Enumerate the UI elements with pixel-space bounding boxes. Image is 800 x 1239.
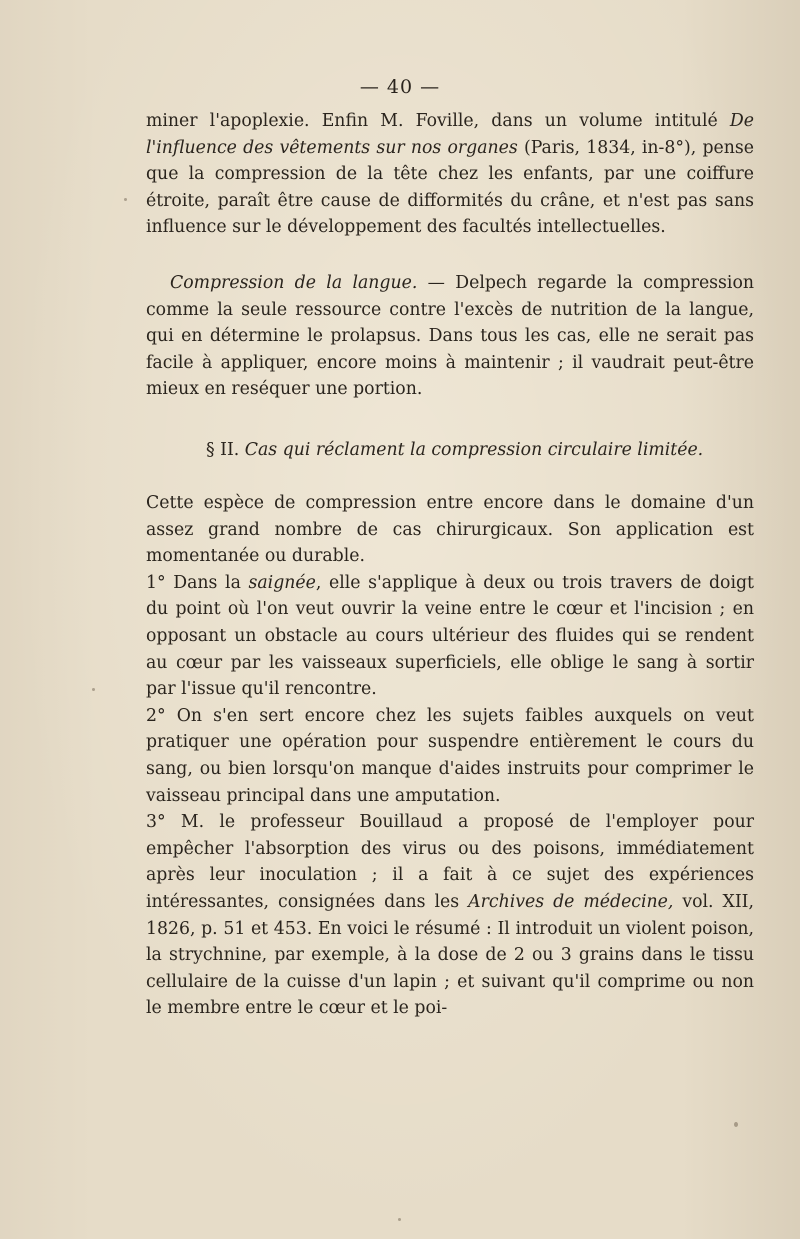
paragraph-langue <box>146 270 754 403</box>
text-run: — Delpech regarde la compression comme la seule ressource contre l'excès de nutrition de la langue, qui en détermine le prolapsus. Dans tous les cas, elle ne serait pas facile à appliquer, encore moins à maintenir ; il vaudrait peut-être mieux en reséquer une portion. <box>146 273 754 400</box>
paper-speck <box>124 198 127 201</box>
text-run: miner l'apoplexie. Enfin M. Foville, dans un volume intitulé <box>146 111 730 131</box>
journal-title: Archives de médecine, <box>468 891 674 912</box>
paper-speck <box>92 688 95 691</box>
paragraph-intro: Cette espèce de compression entre encore dans le domaine d'un assez grand nombre de cas chirurgicaux. Son application est momentanée ou durable. <box>146 493 754 567</box>
section-label: Compression de la langue. <box>170 273 418 293</box>
paragraph-saignee <box>146 570 754 703</box>
section-title: Cas qui réclament la compression circulaire limitée. <box>244 440 704 460</box>
paper-speck <box>734 1122 738 1127</box>
paragraph-foville <box>146 108 754 241</box>
text-run: 3° M. le professeur Bouillaud a proposé de l'employer pour empêcher l'absorption des virus ou des poisons, immédiatement après leur inoculation ; il a fait à ce sujet des expériences intéressantes, consignées dans les <box>146 812 754 912</box>
paper-speck <box>398 1218 401 1221</box>
text-run: 1° Dans la <box>146 572 249 593</box>
text-run: (Paris, 1834, in-8°), pense que la compression de la tête chez les enfants, par une coiffure étroite, paraît être cause de difformités du crâne, et n'est pas sans influence sur le développement des facultés intellectuelles. <box>146 137 754 238</box>
book-title: De l'influence des vêtements sur nos organes <box>146 111 754 158</box>
paragraph-bouillaud <box>146 809 754 1022</box>
page-number: — 40 — <box>359 76 441 98</box>
paragraph-sujets: 2° On s'en sert encore chez les sujets faibles auxquels on veut pratiquer une opération pour suspendre entièrement le cours du sang, ou bien lorsqu'on manque d'aides instruits pour comprimer le vaisseau principal dans une amputation. <box>146 705 754 806</box>
section-heading <box>206 437 766 463</box>
text-run: vol. XII, 1826, p. 51 et 453. En voici le résumé : Il introduit un violent poison, la strychnine, par exemple, à la dose de 2 ou 3 grains dans le tissu cellulaire de la cuisse d'un lapin ; et suivant qu'il comprime ou non le membre entre le cœur et le poi- <box>146 891 755 1019</box>
text-run: , elle s'applique à deux ou trois travers de doigt du point où l'on veut ouvrir la veine entre le cœur et l'incision ; en opposant un obstacle au cours ultérieur des fluides qui se rendent au cœur par les vaisseaux superficiels, elle oblige le sang à sortir par l'issue qu'il rencontre. <box>146 572 754 700</box>
section-body <box>146 490 754 1022</box>
section-number: § II. <box>206 440 240 460</box>
italic-term: saignée <box>248 572 316 593</box>
